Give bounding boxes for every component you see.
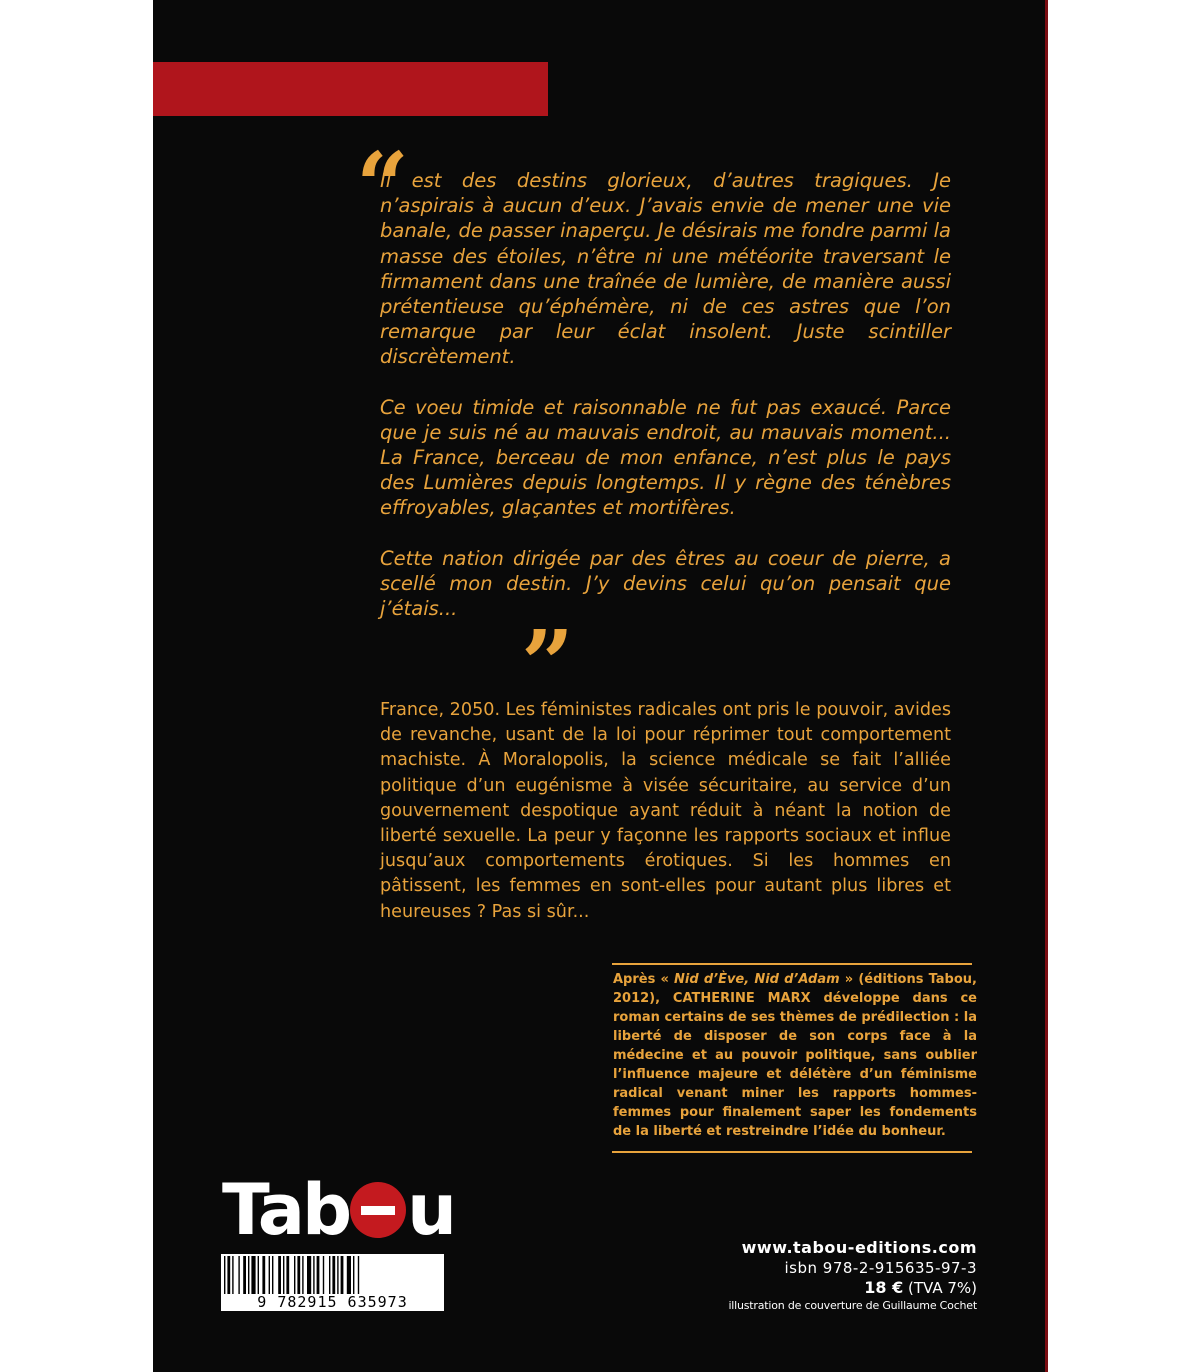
bio-body: » (éditions Tabou, 2012), CATHERINE MARX développe dans ce roman certains de ses thèmes de prédilection : la liberté de disposer de son corps face à la médecine et au pouvoir politique, sans oublier l’influence majeure et délétère d’un féminisme radical venant miner les rapports hommes-femmes pour finalement saper les fondements de la liberté et restreindre l’idée du bonheur. <box>613 972 977 1139</box>
open-quote-mark: “ <box>356 132 409 240</box>
price <box>728 1278 977 1298</box>
barcode-bar <box>272 1256 273 1294</box>
barcode-bar <box>329 1256 330 1294</box>
author-bio <box>613 970 977 1141</box>
barcode-bar <box>341 1256 344 1294</box>
barcode-bar <box>224 1256 225 1294</box>
barcode-bar <box>262 1256 265 1294</box>
barcode-bar <box>337 1256 338 1294</box>
barcode-bars <box>224 1256 441 1294</box>
bio-top-rule <box>612 963 972 965</box>
barcode-bar <box>313 1256 314 1294</box>
bio-bottom-rule <box>612 1151 972 1153</box>
barcode-bar <box>258 1256 259 1294</box>
barcode-bar <box>248 1256 249 1294</box>
barcode-bar <box>353 1256 354 1294</box>
logo-text-end: u <box>407 1169 454 1251</box>
price-tax: (TVA 7%) <box>908 1279 977 1297</box>
barcode-bar <box>297 1256 300 1294</box>
price-amount: 18 € <box>864 1278 904 1297</box>
barcode-bar <box>317 1256 320 1294</box>
quote-paragraph-3: Cette nation dirigée par des êtres au coeur de pierre, a scellé mon destin. J’y devins celui qu’on pensait que j’étais... <box>380 546 951 621</box>
cover-credit: illustration de couverture de Guillaume Cochet <box>728 1299 977 1312</box>
barcode-bar <box>243 1256 246 1294</box>
barcode-bar <box>347 1256 351 1294</box>
barcode-bar <box>307 1256 311 1294</box>
synopsis-text: France, 2050. Les féministes radicales ont pris le pouvoir, avides de revanche, usant de la loi pour réprimer tout comportement machiste. À Moralopolis, la science médicale se fait l’alliée politique d’un eugénisme à visée sécuritaire, au service d’un gouvernement despotique ayant réduit à néant la notion de liberté sexuelle. La peur y façonne les rapports sociaux et influe jusqu’aux comportements érotiques. Si les hommes en pâtissent, les femmes en sont-elles pour autant plus libres et heureuses ? Pas si sûr... <box>380 700 952 922</box>
barcode-bar <box>232 1256 233 1294</box>
isbn-number: isbn 978-2-915635-97-3 <box>784 1259 977 1277</box>
barcode-bar <box>358 1256 359 1294</box>
excerpt-quote <box>380 168 951 646</box>
barcode-bar <box>286 1256 289 1294</box>
barcode-bar <box>302 1256 303 1294</box>
barcode-bar <box>238 1256 239 1294</box>
bio-intro: Après « <box>613 972 675 987</box>
bio-book-title: Nid d’Ève, Nid d’Adam <box>674 972 840 987</box>
cover-spine-edge <box>1045 0 1048 1372</box>
quote-paragraph-2: Ce voeu timide et raisonnable ne fut pas exaucé. Parce que je suis né au mauvais endroit, au mauvais moment... La France, berceau de mon enfance, n’est plus le pays des Lumières depuis longtemps. Il y règne des ténèbres effroyables, glaçantes et mortifères. <box>380 395 951 520</box>
close-quote-mark: ” <box>521 610 574 718</box>
barcode-bar <box>227 1256 230 1294</box>
barcode-bar <box>283 1256 284 1294</box>
barcode-digits: 9 782915 635973 <box>221 1294 444 1311</box>
barcode <box>221 1254 444 1311</box>
barcode-bar <box>251 1256 255 1294</box>
barcode-bar <box>269 1256 270 1294</box>
quote-paragraph-1: Il est des destins glorieux, d’autres tragiques. Je n’aspirais à aucun d’eux. J’avais envie de mener une vie banale, de passer inaperçu. Je désirais me fondre parmi la masse des étoiles, n’être ni une météorite traversant le firmament dans une traînée de lumière, de manière aussi prétentieuse qu’éphémère, ni de ces astres que l’on remarque par leur éclat insolent. Juste scintiller discrètement. <box>380 169 951 369</box>
no-entry-icon <box>350 1182 406 1238</box>
barcode-bar <box>323 1256 324 1294</box>
barcode-bar <box>332 1256 335 1294</box>
logo-text-start: Tab <box>222 1169 350 1251</box>
tabou-logo <box>222 1170 454 1250</box>
red-band <box>153 62 548 116</box>
publisher-info <box>728 1238 977 1314</box>
barcode-bar <box>278 1256 281 1294</box>
website-url: www.tabou-editions.com <box>741 1238 977 1257</box>
barcode-bar <box>294 1256 295 1294</box>
